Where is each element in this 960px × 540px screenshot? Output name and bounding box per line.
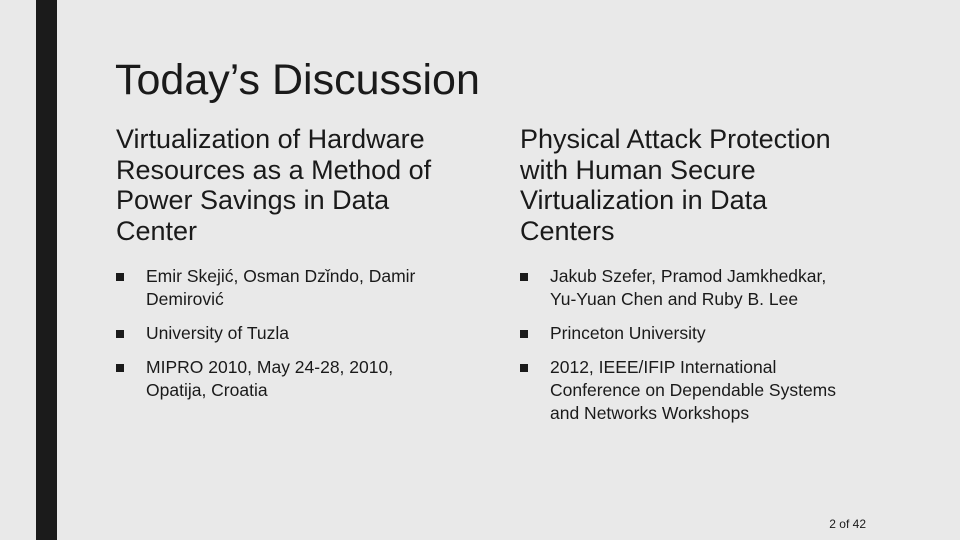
right-bullet-list <box>520 265 860 425</box>
square-bullet-icon <box>116 273 124 281</box>
right-column <box>520 124 860 436</box>
slide-title: Today’s Discussion <box>115 56 480 104</box>
left-column-heading: Virtualization of Hardware Resources as a Method of Power Savings in Data Center <box>116 124 432 246</box>
list-item <box>116 265 446 311</box>
square-bullet-icon <box>520 364 528 372</box>
right-column-heading: Physical Attack Protection with Human Secure Virtualization in Data Centers <box>520 124 831 246</box>
square-bullet-icon <box>116 364 124 372</box>
square-bullet-icon <box>520 330 528 338</box>
list-item <box>520 322 850 345</box>
bullet-text: Princeton University <box>550 323 706 343</box>
bullet-text: Jakub Szefer, Pramod Jamkhedkar, Yu-Yuan Chen and Ruby B. Lee <box>550 266 827 309</box>
list-item <box>116 322 446 345</box>
bullet-text: University of Tuzla <box>146 323 289 343</box>
bullet-text: Emir Skejić, Osman Dzǐndo, Damir Demirović <box>146 266 416 309</box>
left-column <box>116 124 476 413</box>
list-item <box>116 356 446 402</box>
list-item <box>520 356 850 425</box>
bullet-text: MIPRO 2010, May 24-28, 2010, Opatija, Croatia <box>146 357 394 400</box>
list-item <box>520 265 850 311</box>
square-bullet-icon <box>116 330 124 338</box>
page-number: 2 of 42 <box>829 517 866 531</box>
left-bullet-list <box>116 265 476 402</box>
slide-accent-bar <box>36 0 57 540</box>
square-bullet-icon <box>520 273 528 281</box>
bullet-text: 2012, IEEE/IFIP International Conference on Dependable Systems and Networks Workshops <box>550 357 837 423</box>
